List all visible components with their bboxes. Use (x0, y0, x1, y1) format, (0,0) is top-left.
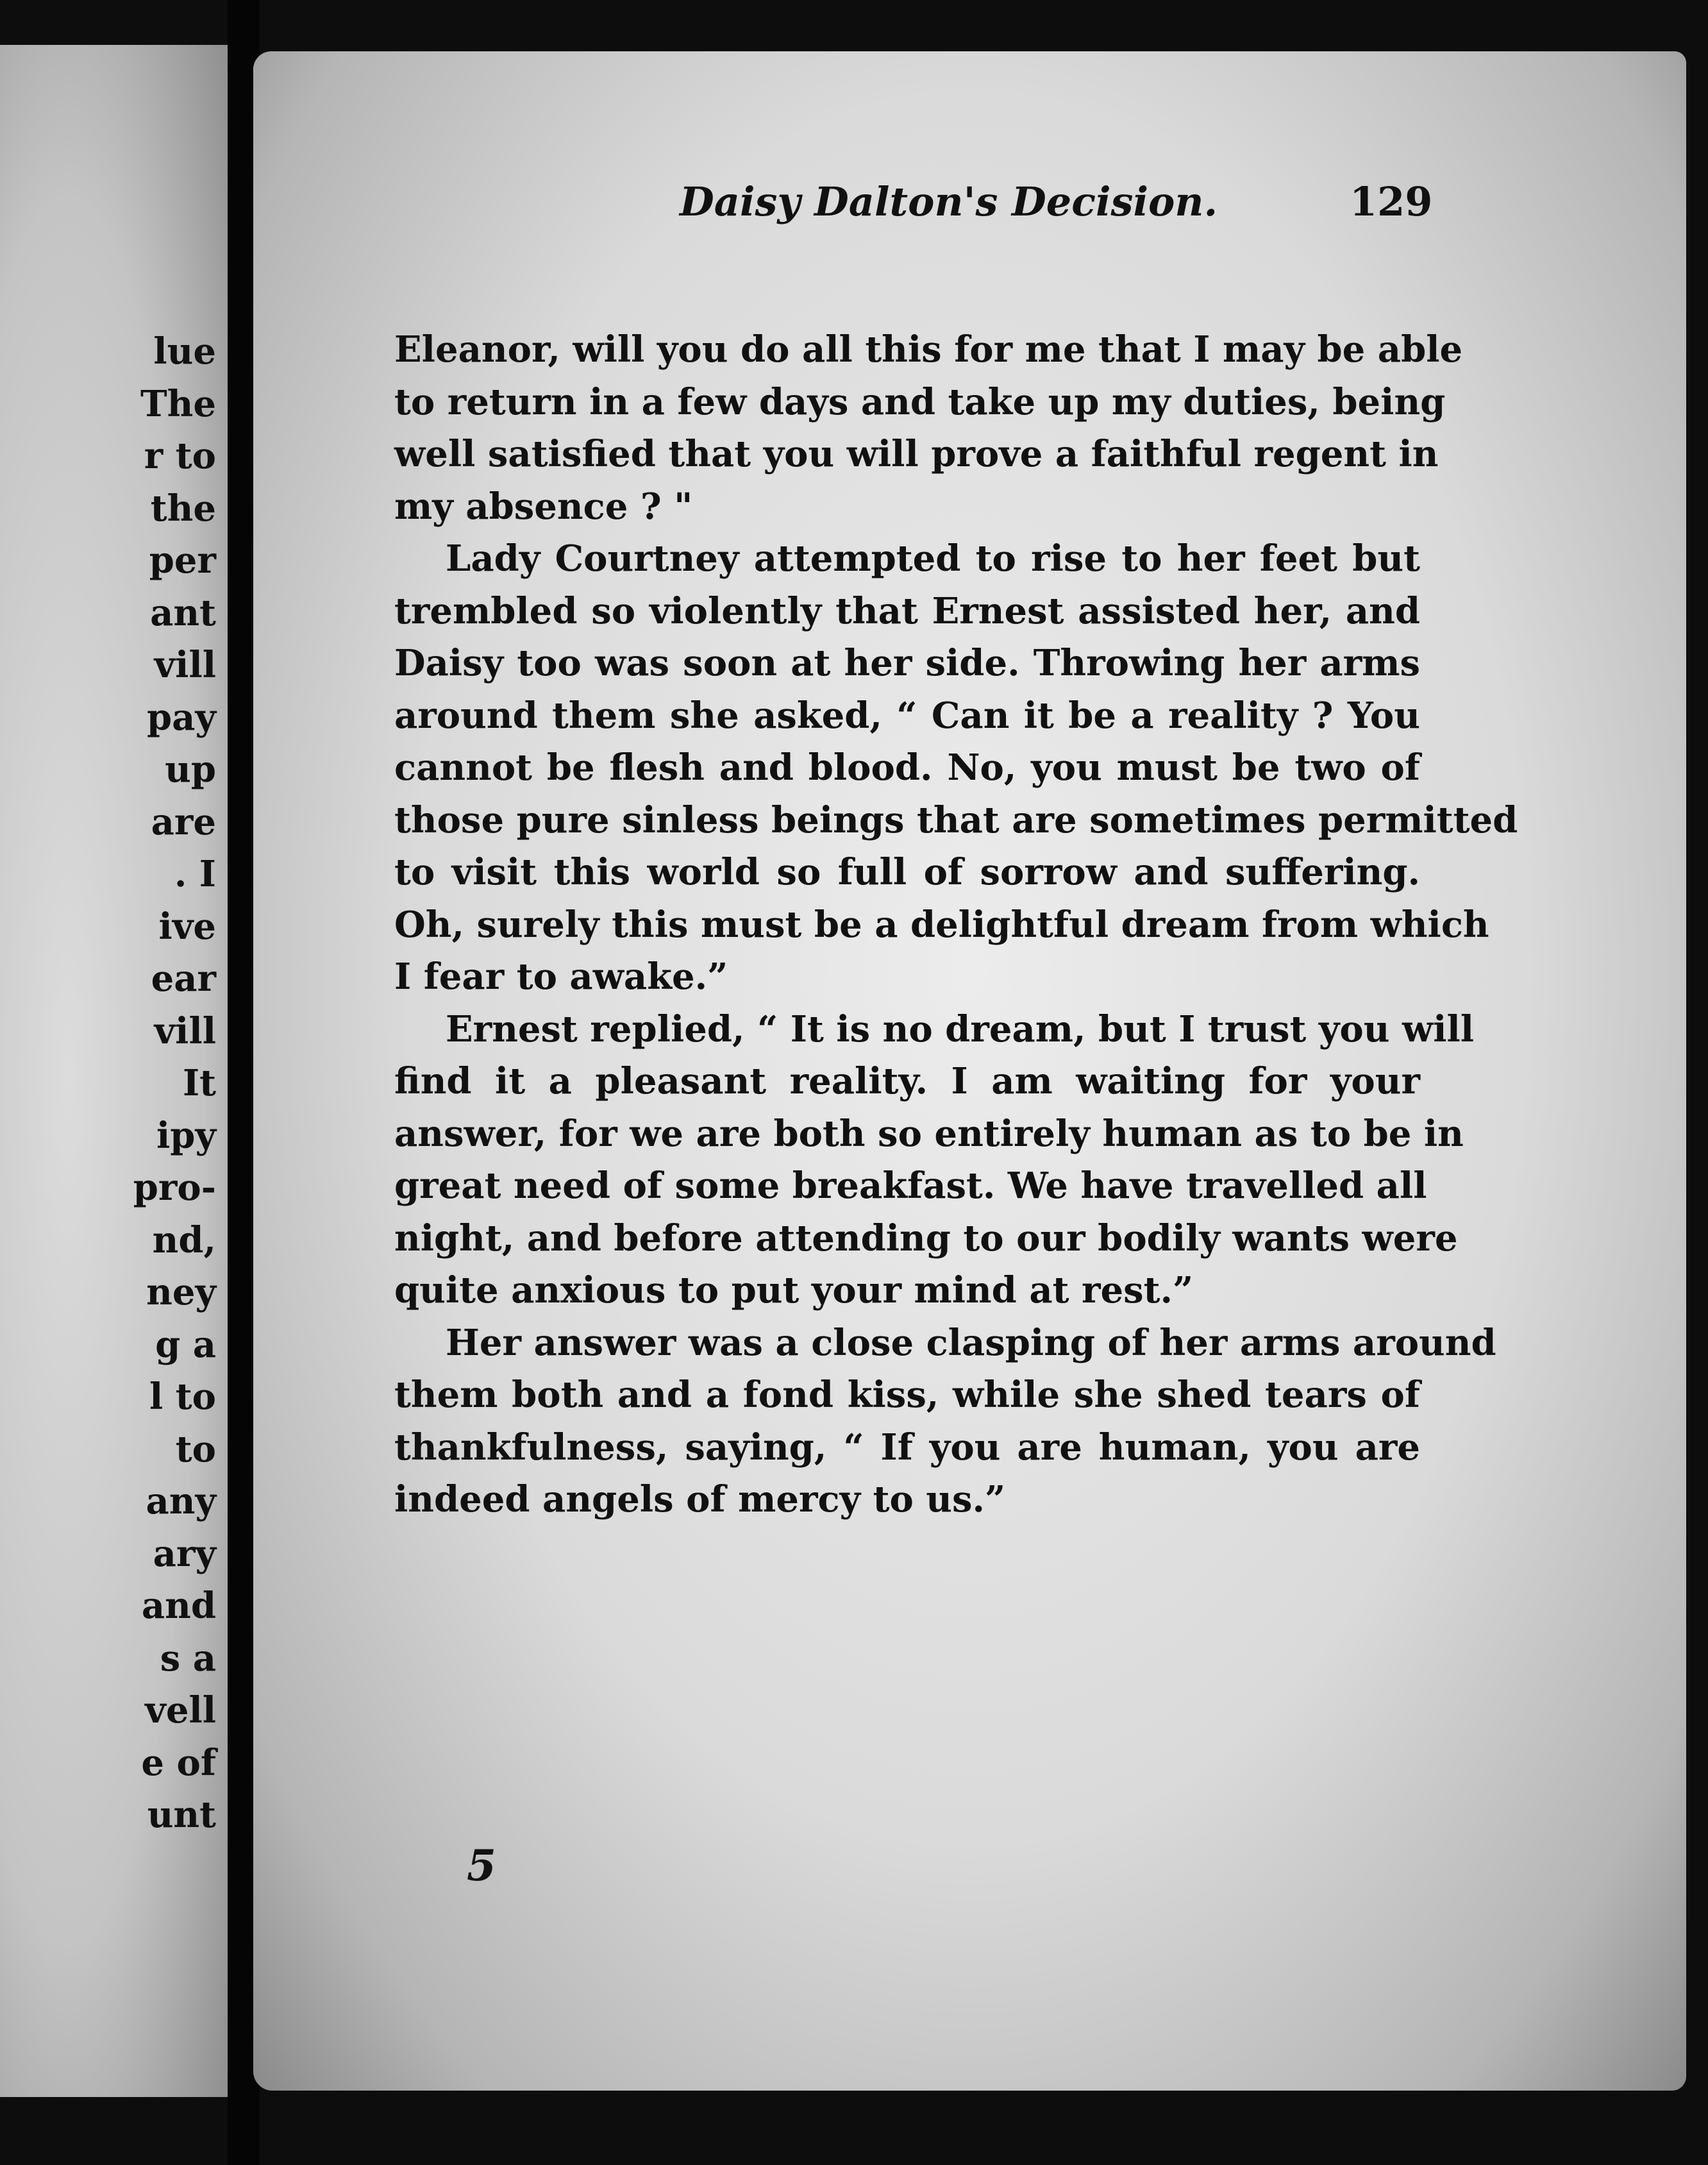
text-line: well satisfied that you will prove a faithful regent in (394, 433, 1439, 475)
left-fragment-line: pay (147, 696, 216, 739)
text-line: answer, for we are both so entirely human as to be in (394, 1112, 1464, 1155)
left-fragment-line: unt (147, 1794, 216, 1836)
left-fragment-line: pro- (133, 1167, 216, 1209)
text-line: Daisy too was soon at her side. Throwing her arms (394, 642, 1420, 684)
left-fragment-line: the (150, 487, 216, 530)
text-line: find it a pleasant reality. I am waiting for your (394, 1060, 1420, 1102)
left-fragment-line: ear (151, 957, 216, 1000)
text-line: Eleanor, will you do all this for me that I may be able (394, 328, 1463, 371)
text-line: Ernest replied, “ It is no dream, but I trust you will (446, 1007, 1475, 1050)
left-fragment-line: lue (153, 330, 216, 373)
left-fragment-line: and (141, 1585, 216, 1627)
left-fragment-line: vill (154, 644, 216, 686)
left-fragment-line: r to (144, 435, 216, 477)
text-line: indeed angels of mercy to us.” (394, 1478, 1006, 1521)
left-fragment-line: . I (174, 853, 216, 895)
left-fragment-line: It (182, 1062, 216, 1104)
left-fragment-line: up (165, 748, 216, 791)
text-line: to return in a few days and take up my duties, being (394, 380, 1446, 423)
left-fragment-line: The (140, 382, 216, 425)
text-line: my absence ? " (394, 485, 693, 528)
text-line: I fear to awake.” (394, 956, 728, 998)
text-line: night, and before attending to our bodily wants were (394, 1217, 1458, 1259)
text-line: them both and a fond kiss, while she shed tears of (394, 1374, 1420, 1416)
text-line: cannot be flesh and blood. No, you must be two of (394, 746, 1420, 789)
text-line: those pure sinless beings that are sometimes permitted (394, 798, 1518, 841)
text-line: great need of some breakfast. We have travelled all (394, 1165, 1427, 1207)
left-fragment-line: any (146, 1480, 216, 1522)
left-facing-page (0, 45, 228, 2097)
left-fragment-line: vill (154, 1009, 216, 1052)
left-fragment-line: ney (146, 1271, 216, 1313)
left-fragment-line: s a (160, 1637, 216, 1680)
text-line: around them she asked, “ Can it be a reality ? You (394, 694, 1420, 737)
left-fragment-line: ipy (156, 1114, 216, 1157)
running-title: Daisy Dalton's Decision. (680, 178, 1218, 225)
text-line: trembled so violently that Ernest assisted her, and (394, 589, 1420, 632)
text-line: thankfulness, saying, “ If you are human, you are (394, 1426, 1420, 1469)
left-fragment-line: ive (158, 905, 216, 948)
left-fragment-line: per (149, 539, 216, 582)
text-line: Lady Courtney attempted to rise to her feet but (446, 537, 1420, 580)
left-fragment-line: ary (153, 1532, 216, 1575)
left-fragment-line: vell (145, 1689, 216, 1731)
page-number: 129 (1350, 178, 1433, 225)
left-fragment-line: l to (149, 1376, 216, 1418)
left-fragment-line: e of (141, 1741, 216, 1784)
body-text (394, 324, 1518, 1526)
left-fragment-line: nd, (152, 1218, 216, 1261)
left-fragment-line: g a (155, 1323, 216, 1366)
left-fragment-line: to (175, 1428, 216, 1470)
text-line: to visit this world so full of sorrow and suffering. (394, 851, 1420, 893)
left-fragment-line: are (151, 800, 216, 843)
left-fragment-line: ant (150, 591, 216, 634)
left-page-text-fragments (133, 326, 216, 1842)
text-line: quite anxious to put your mind at rest.” (394, 1269, 1194, 1311)
signature-mark: 5 (467, 1841, 496, 1891)
text-line: Her answer was a close clasping of her arms around (446, 1321, 1496, 1364)
text-line: Oh, surely this must be a delightful dream from which (394, 903, 1489, 946)
